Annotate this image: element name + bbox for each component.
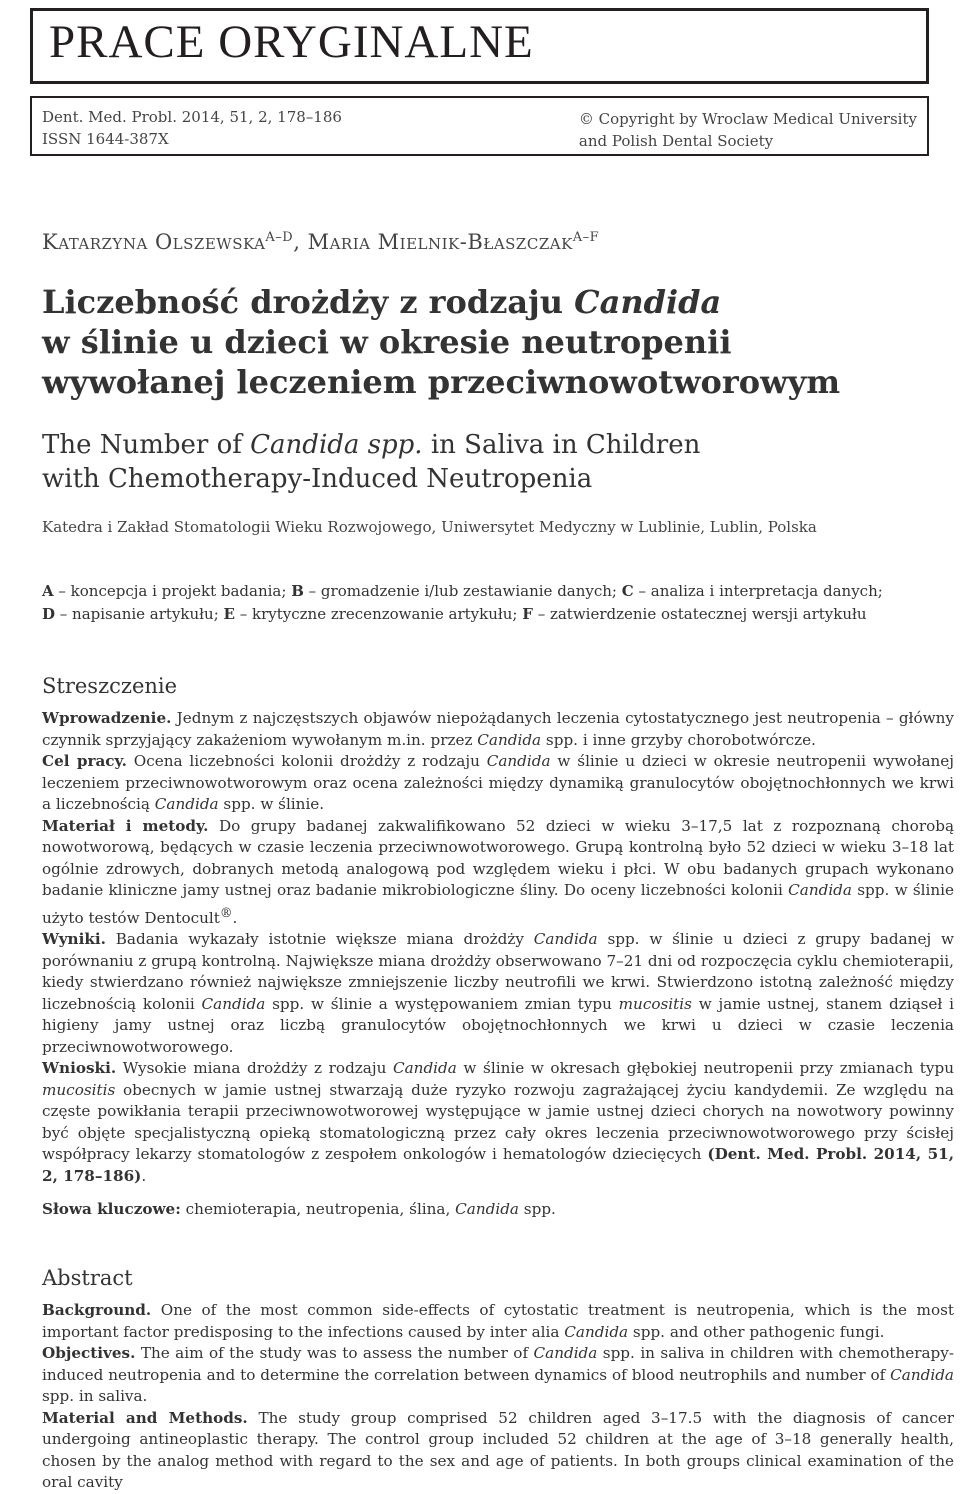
streszczenie-material: Materiał i metody. Do grupy badanej zakwalifikowano 52 dzieci w wieku 3–17,5 lat z rozpoznaną chorobą nowotworową, będących w czasie leczenia przeciwnowotworowego. Grupą kontrolną było 52 dzieci w wieku 3–18 lat ogólnie zdrowych, dobranych metodą analogową pod względem wieku i płci. W obu badanych grupach wykonano badanie kliniczne jamy ustnej oraz badanie mikrobiologiczne śliny. Do oceny liczebności kolonii Candida spp. w ślinie użyto testów Dentocult®.	[42, 816, 954, 927]
author-contributions	[42, 580, 932, 626]
title-english-line-2: with Chemotherapy-Induced Neutropenia	[42, 464, 593, 494]
copyright-line-2: and Polish Dental Society	[578, 132, 774, 150]
streszczenie-wnioski: Wnioski. Wysokie miana drożdży z rodzaju Candida w ślinie w okresach głębokiej neutropenii przy zmianach typu mucositis obecnych w jamie ustnej stwarzają duże ryzyko rozwoju zagrażającej życiu kandydemii. Ze względu na częste powikłania terapii przeciwnowotworowej występujące w jamie ustnej dzieci chorych na nowotwory powinny być objęte specjalistyczną opieką stomatologiczną przez cały okres leczenia przeciwnowotworowego przy ścisłej współpracy lekarzy stomatologów z zespołem onkologów i hematologów dziecięcych (Dent. Med. Probl. 2014, 51, 2, 178–186).	[42, 1059, 954, 1185]
contributions-line-1: A – koncepcja i projekt badania; B – gromadzenie i/lub zestawianie danych; C – analiza i interpretacja danych;	[42, 582, 883, 600]
author-2: Maria Mielnik-Błaszczak	[307, 230, 573, 254]
streszczenie-wprowadzenie: Wprowadzenie. Jednym z najczęstszych objawów niepożądanych leczenia cytostatycznego jest neutropenia – główny czynnik sprzyjający zakażeniom wywołanym m.in. przez Candida spp. i inne grzyby chorobotwórcze.	[42, 709, 954, 749]
journal-citation	[42, 106, 342, 150]
title-polish-line-1: Liczebność drożdży z rodzaju Candida	[42, 283, 722, 321]
abstract-objectives: Objectives. The aim of the study was to assess the number of Candida spp. in saliva in children with chemotherapy-induced neutropenia and to determine the correlation between dynamics of blood neutrophils and number of Candida spp. in saliva.	[42, 1344, 954, 1405]
streszczenie-wyniki: Wyniki. Badania wykazały istotnie większe miana drożdży Candida spp. w ślinie u dzieci z grupy badanej w porównaniu z grupą kontrolną. Największe miana drożdży obserwowano 7–21 dni od rozpoczęcia cyklu chemioterapii, kiedy stwierdzano również największe zmniejszenie liczby neutrofili we krwi. Stwierdzono istotną zależność między liczebnością kolonii Candida spp. w ślinie a występowaniem zmian typu mucositis w jamie ustnej, stanem dziąseł i higieny jamy ustnej oraz liczbą granulocytów obojętnochłonnych we krwi u dzieci w czasie leczenia przeciwnowotworowego.	[42, 930, 954, 1056]
title-english-line-1: The Number of Candida spp. in Saliva in Children	[42, 430, 701, 460]
abstract-heading: Abstract	[42, 1266, 133, 1290]
title-polish-line-2: w ślinie u dzieci w okresie neutropenii	[42, 323, 732, 361]
citation-line: Dent. Med. Probl. 2014, 51, 2, 178–186	[42, 108, 342, 126]
abstract-body	[42, 1300, 954, 1494]
author-separator: ,	[293, 230, 308, 254]
issn: ISSN 1644-387X	[42, 130, 169, 148]
abstract-methods: Material and Methods. The study group comprised 52 children aged 3–17.5 with the diagnosis of cancer undergoing antineoplastic therapy. The control group included 52 children at the age of 3–18 generally health, chosen by the analog method with regard to the sex and age of patients. In both groups clinical examination of the oral cavity	[42, 1408, 954, 1491]
affiliation: Katedra i Zakład Stomatologii Wieku Rozwojowego, Uniwersytet Medyczny w Lublinie, Lublin, Polska	[42, 518, 817, 536]
streszczenie-cel: Cel pracy. Ocena liczebności kolonii drożdży z rodzaju Candida w ślinie u dzieci w okresie neutropenii wywołanej leczeniem przeciwnowotworowym oraz ocena zależności między dynamiką granulocytów obojętnochłonnych we krwi a liczebnością Candida spp. w ślinie.	[42, 752, 954, 813]
copyright-line-1: © Copyright by Wroclaw Medical University	[578, 110, 917, 128]
copyright	[579, 108, 917, 152]
section-header-box	[30, 8, 929, 84]
section-title: PRACE ORYGINALNE	[49, 16, 534, 68]
title-polish-line-3: wywołanej leczeniem przeciwnowotworowym	[42, 363, 841, 401]
streszczenie-body	[42, 708, 954, 1221]
author-list	[42, 230, 599, 254]
title-polish	[42, 282, 922, 402]
contributions-line-2: D – napisanie artykułu; E – krytyczne zrecenzowanie artykułu; F – zatwierdzenie ostatecznej wersji artykułu	[42, 605, 867, 623]
streszczenie-keywords: Słowa kluczowe: chemioterapia, neutropenia, ślina, Candida spp.	[42, 1200, 556, 1219]
author-2-contribution: A–F	[572, 230, 600, 245]
journal-meta-box	[30, 96, 929, 156]
abstract-background: Background. One of the most common side-effects of cytostatic treatment is neutropenia, which is the most important factor predisposing to the infections caused by inter alia Candida spp. and other pathogenic fungi.	[42, 1301, 954, 1341]
title-english	[42, 428, 922, 496]
streszczenie-heading: Streszczenie	[42, 674, 178, 698]
author-1-contribution: A–D	[265, 230, 294, 245]
author-1: Katarzyna Olszewska	[42, 230, 266, 254]
